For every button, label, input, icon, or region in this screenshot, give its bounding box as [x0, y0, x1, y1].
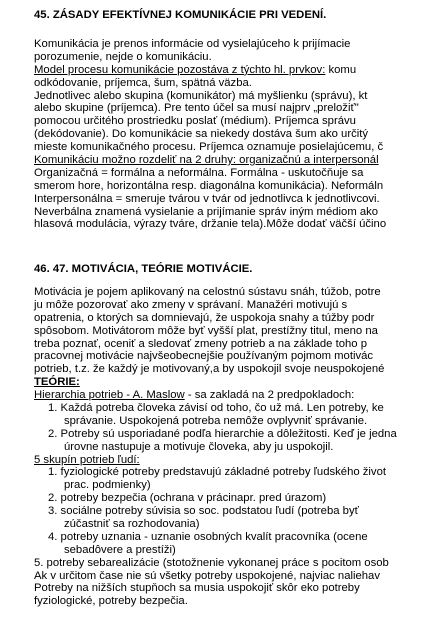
text-line [34, 595, 434, 608]
line-text: 2. Potreby sú usporiadané podľa hierarchie a dôležitosti. Keď je jedna [48, 427, 397, 440]
line-text: zúčastniť sa rozhodovania) [64, 518, 200, 531]
line-text: pracovnej motivácie najvšeobecnejšie používaným pojmom motivác [34, 350, 374, 363]
line-text: pomocou určitého prostriedku poslať (médium). Príjemca správu [34, 115, 356, 128]
text-line [34, 128, 434, 141]
line-text: treba poznať, oceniť a sledovať zmeny potrieb a na základe toho p [34, 337, 367, 350]
text-line [34, 466, 434, 479]
text-line [34, 582, 434, 595]
line-text: Organizačná = formálna a neformálna. Formálna - uskutočňuje sa [34, 166, 364, 179]
text-line [34, 206, 434, 219]
text-line [34, 102, 434, 115]
line-text: 5. potreby sebarealizácie (stotožnenie vykonanej práce s pocitom osob [34, 556, 389, 569]
line-text: 2. potreby bezpečia (ochrana v prácinapr. pred úrazom) [48, 492, 327, 505]
line-text: opatrenia, o ktorých sa domnievajú, že uspokoja snahy a túžby podr [34, 311, 375, 324]
section-46-47-body [34, 286, 434, 608]
text-line [34, 312, 434, 325]
line-text: Hierarchia potrieb - A. Maslow [34, 389, 185, 402]
text-line [34, 90, 434, 103]
text-line [34, 492, 434, 505]
text-line [34, 51, 434, 64]
line-text: Komunikácia je prenos informácie od vysielajúceho k prijímacie [34, 38, 351, 50]
text-line [34, 454, 434, 467]
text-line [34, 389, 434, 402]
line-text: odkódovanie, príjemca, šum, spätná väzba. [34, 76, 252, 89]
text-line [34, 299, 434, 312]
line-text: (dekódovanie). Do komunikácie sa niekedy dostáva šum ako určitý [34, 128, 369, 141]
text-line [34, 428, 434, 441]
text-line [34, 77, 434, 90]
text-line [34, 570, 434, 583]
text-line [34, 286, 434, 299]
text-line [34, 544, 434, 557]
text-line [34, 531, 434, 544]
line-text: porozumenie, nejde o komunikáciu. [34, 50, 212, 63]
line-text: Model procesu komunikácie pozostáva z týchto hl. prvkov: [34, 63, 326, 76]
line-text: ju môže pozorovať ako zmeny v správaní. Manažéri motivujú s [34, 298, 348, 311]
line-text-rest: komu [325, 63, 357, 76]
line-text: 4. potreby uznania - uznanie osobných kvalít pracovníka (ocene [48, 530, 368, 543]
text-line [34, 193, 434, 206]
text-line [34, 479, 434, 492]
line-text: Interpersonálna = smeruje tvárou v tvár od jednotlivca k jednotlivcovi. [34, 192, 380, 205]
line-text: Ak v určitom čase nie sú všetky potreby uspokojené, najviac naliehav [34, 569, 380, 582]
line-text: smerom hore, horizontálna resp. diagonálna komunikácia). Neformáln [34, 179, 384, 192]
text-line [34, 167, 434, 180]
section-45-heading: 45. ZÁSADY EFEKTÍVNEJ KOMUNIKÁCIE PRI VEDENÍ. [34, 9, 327, 21]
line-text: 1. Každá potreba človeka závisí od toho, čo už má. Len potreby, ke [48, 402, 384, 415]
text-line [34, 218, 434, 231]
text-line [34, 180, 434, 193]
line-text: 5 skupín potrieb ľudí: [34, 453, 140, 466]
line-text: Neverbálna znamená vysielanie a prijímanie správ iným médiom ako [34, 205, 379, 218]
text-line [34, 64, 434, 77]
text-line [34, 376, 434, 389]
text-line [34, 141, 434, 154]
text-line [34, 350, 434, 363]
text-line [34, 338, 434, 351]
text-line [34, 325, 434, 338]
line-text: hlasová modulácia, výrazy tváre, držanie tela).Môže dodať väčší účino [34, 218, 387, 231]
text-line [34, 518, 434, 531]
text-line [34, 363, 434, 376]
line-text: Potreby na nižších stupňoch sa musia uspokojiť skôr eko potreby [34, 582, 360, 595]
line-text: spôsobom. Motivátorom môže byť vyšší plat, prestížny titul, meno na [34, 324, 378, 337]
line-text: sebadôvere a prestíži) [64, 543, 176, 556]
line-text: správanie. Uspokojená potreba nemôže ovplyvniť správanie. [64, 414, 368, 427]
line-text: prac. podmienky) [64, 479, 151, 492]
line-text: alebo skupine (príjemca). Pre tento účel sa musí najprv „preložiť" [34, 102, 359, 115]
line-text: TEÓRIE: [34, 376, 80, 389]
text-line [34, 38, 434, 51]
text-line [34, 115, 434, 128]
section-45-body [34, 38, 434, 231]
line-text: mieste komunikačného procesu. Príjemca oznamuje posielajúcemu, č [34, 141, 384, 154]
line-text: 1. fyziologické potreby predstavujú základné potreby ľudského život [48, 466, 387, 479]
section-46-47-heading: 46. 47. MOTIVÁCIA, TEÓRIE MOTIVÁCIE. [34, 263, 253, 275]
text-line [34, 402, 434, 415]
line-text: úrovne nastupuje a motivuje človeka, aby ju uspokojil. [64, 440, 334, 453]
line-text: potrieb, t.z. že každý je motivovaný,a by uspokojil svoje neuspokojené [34, 363, 385, 376]
line-text: fyziologické, potreby bezpečia. [34, 595, 188, 608]
line-text: 3. sociálne potreby súvisia so soc. podstatou ľudí (potreba byť [48, 505, 359, 518]
line-text: Jednotlivec alebo skupina (komunikátor) má myšlienku (správu), kt [34, 89, 368, 102]
text-line [34, 557, 434, 570]
text-line [34, 154, 434, 167]
text-line [34, 505, 434, 518]
line-text: Komunikáciu možno rozdeliť na 2 druhy: organizačnú a interpersonál [34, 154, 379, 167]
text-line [34, 415, 434, 428]
line-text: Motivácia je pojem aplikovaný na celostnú sústavu snáh, túžob, potre [34, 286, 381, 298]
text-line [34, 441, 434, 454]
line-text-rest: - sa zakladá na 2 predpokladoch: [184, 389, 355, 402]
